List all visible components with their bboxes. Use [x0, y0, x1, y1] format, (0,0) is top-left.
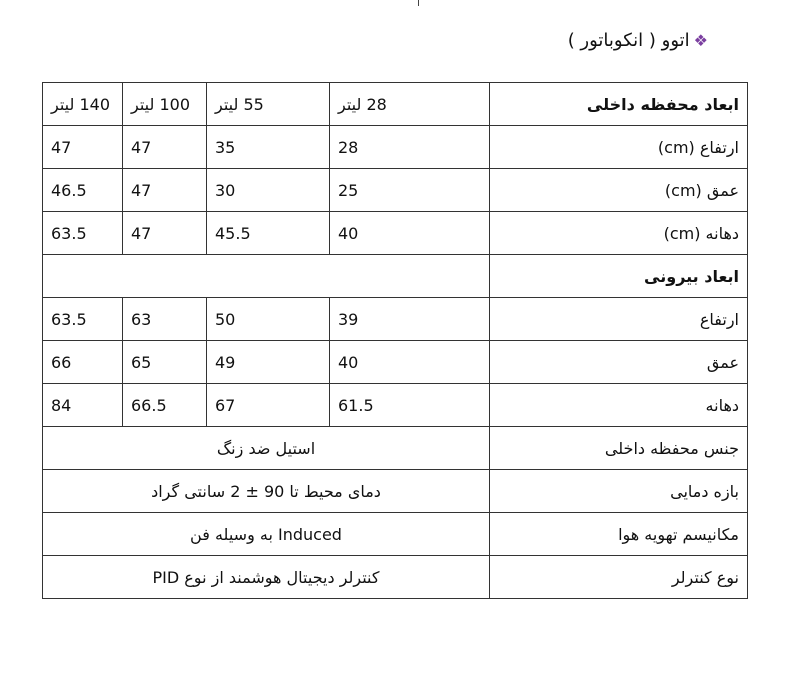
table-cell: 39: [330, 298, 490, 341]
table-cell: 66: [43, 341, 123, 384]
info-value: کنترلر دیجیتال هوشمند از نوع PID: [43, 556, 490, 599]
info-row: [43, 513, 748, 556]
outer-dimensions-heading: ابعاد بیرونی: [490, 255, 748, 298]
empty-cell: [43, 255, 490, 298]
document-title: [568, 30, 708, 51]
table-cell: 47: [123, 212, 207, 255]
table-cell: 45.5: [207, 212, 330, 255]
table-row: [43, 126, 748, 169]
info-label: نوع کنترلر: [490, 556, 748, 599]
info-label: بازه دمایی: [490, 470, 748, 513]
table-cell: 65: [123, 341, 207, 384]
four-diamond-bullet-icon: ❖: [693, 31, 708, 50]
table-cell: 63.5: [43, 212, 123, 255]
title-text: اتوو ( انکوباتور ): [567, 30, 690, 51]
header-55l: 55 لیتر: [207, 83, 330, 126]
table-cell: 28: [330, 126, 490, 169]
table-cell: 30: [207, 169, 330, 212]
table-cell: 40: [330, 341, 490, 384]
spec-table: [42, 82, 748, 599]
row-label: ارتفاع: [490, 298, 748, 341]
table-cell: 63: [123, 298, 207, 341]
section-heading-row: [43, 255, 748, 298]
info-row: [43, 427, 748, 470]
row-label: دهانه: [490, 384, 748, 427]
info-row: [43, 556, 748, 599]
table-cell: 35: [207, 126, 330, 169]
info-value: دمای محیط تا 90 ± 2 سانتی گراد: [43, 470, 490, 513]
table-cell: 50: [207, 298, 330, 341]
table-cell: 47: [43, 126, 123, 169]
table-cell: 84: [43, 384, 123, 427]
table-row: [43, 169, 748, 212]
table-cell: 47: [123, 169, 207, 212]
table-cell: 66.5: [123, 384, 207, 427]
row-label: ارتفاع (cm): [490, 126, 748, 169]
header-label: ابعاد محفظه داخلی: [490, 83, 748, 126]
row-label: دهانه (cm): [490, 212, 748, 255]
info-value: استیل ضد زنگ: [43, 427, 490, 470]
table-cell: 25: [330, 169, 490, 212]
table-row: [43, 341, 748, 384]
header-140l: 140 لیتر: [43, 83, 123, 126]
info-value: Induced به وسیله فن: [43, 513, 490, 556]
header-100l: 100 لیتر: [123, 83, 207, 126]
info-label: جنس محفظه داخلی: [490, 427, 748, 470]
table-cell: 61.5: [330, 384, 490, 427]
header-28l: 28 لیتر: [330, 83, 490, 126]
info-label: مکانیسم تهویه هوا: [490, 513, 748, 556]
header-row: [43, 83, 748, 126]
table-cell: 67: [207, 384, 330, 427]
info-row: [43, 470, 748, 513]
table-cell: 46.5: [43, 169, 123, 212]
table-row: [43, 384, 748, 427]
table-row: [43, 212, 748, 255]
row-label: عمق: [490, 341, 748, 384]
row-label: عمق (cm): [490, 169, 748, 212]
table-cell: 40: [330, 212, 490, 255]
table-row: [43, 298, 748, 341]
table-cell: 63.5: [43, 298, 123, 341]
top-divider-mark: [418, 0, 419, 6]
table-cell: 49: [207, 341, 330, 384]
table-cell: 47: [123, 126, 207, 169]
